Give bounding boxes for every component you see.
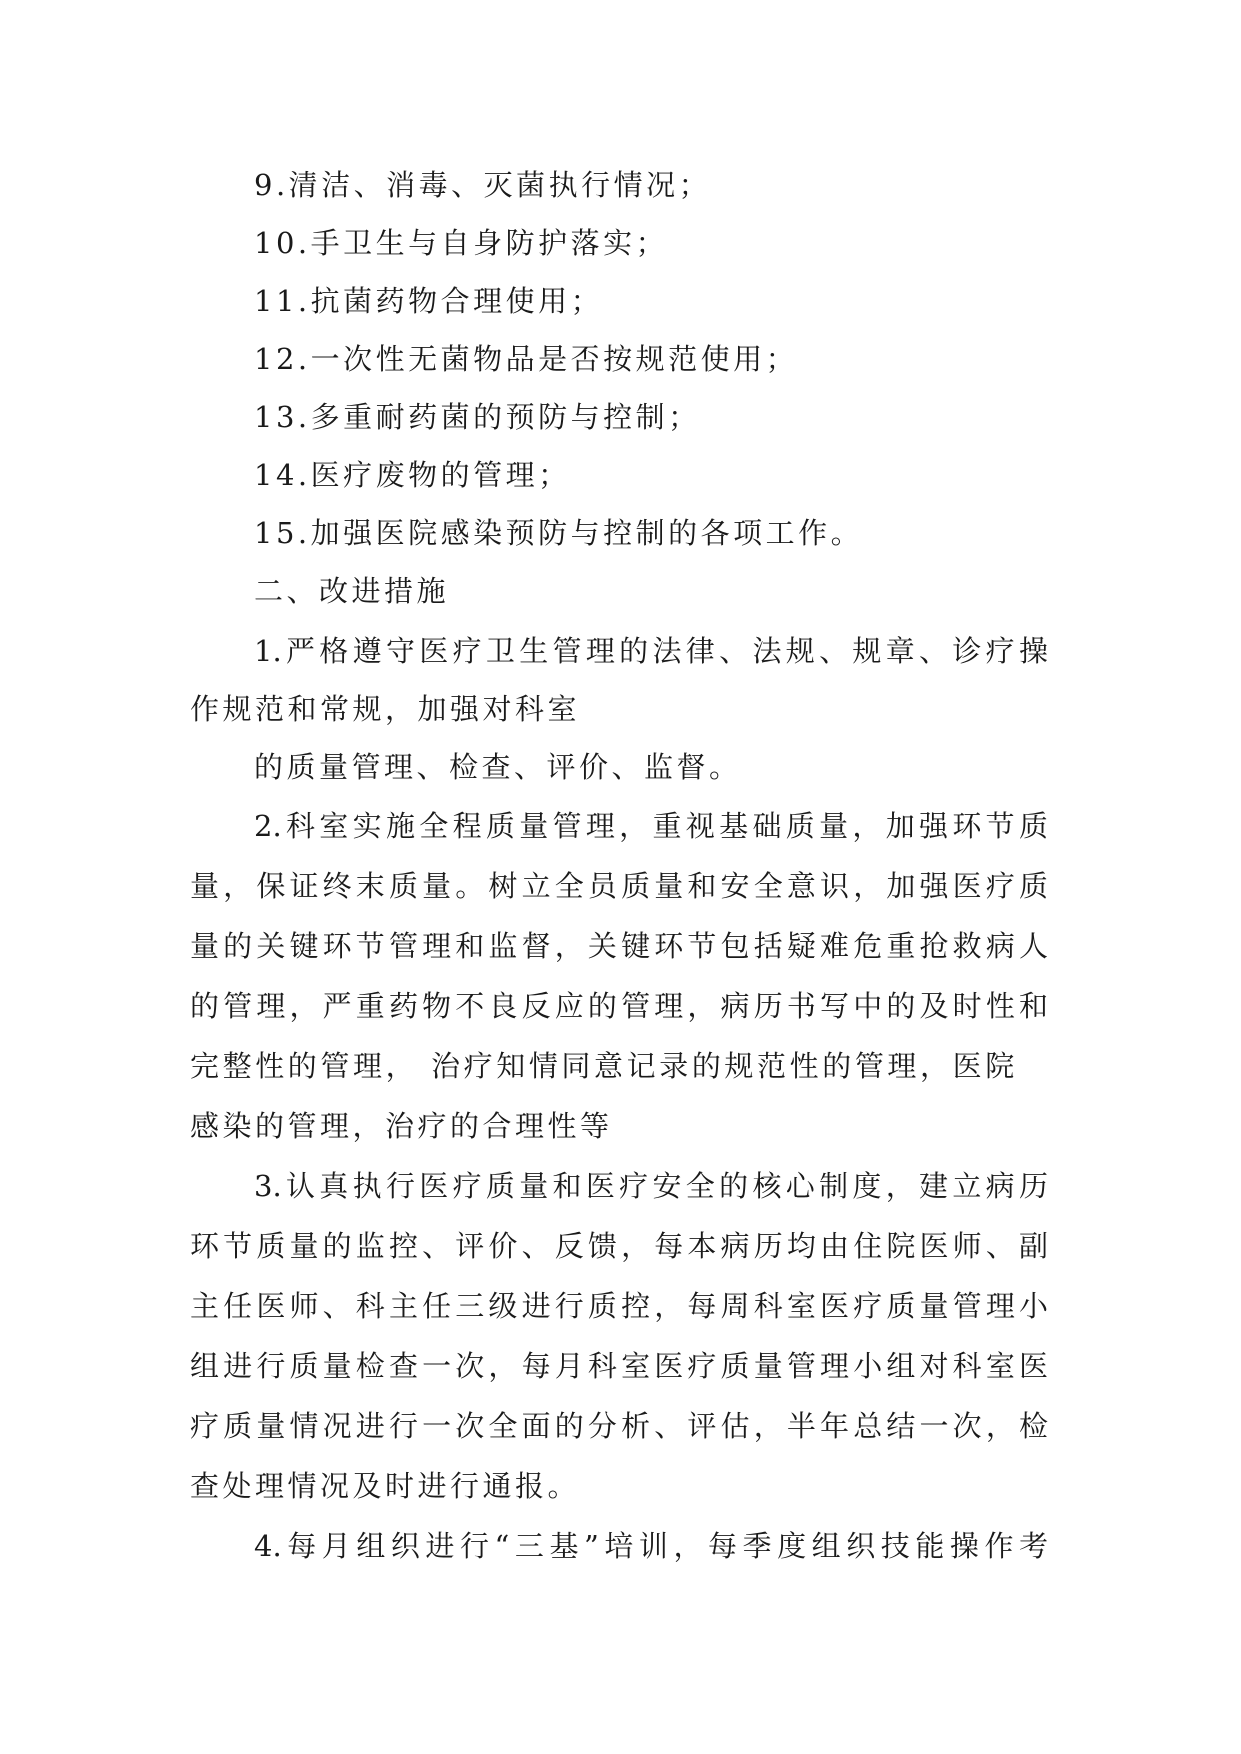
list-item: 9.清洁、消毒、灭菌执行情况；: [254, 168, 712, 202]
list-item: 12.一次性无菌物品是否按规范使用；: [254, 342, 799, 376]
paragraph-line: 1.严格遵守医疗卫生管理的法律、法规、规章、诊疗操: [254, 634, 1048, 668]
paragraph-line: 4.每月组织进行“三基”培训，每季度组织技能操作考: [254, 1529, 1048, 1563]
paragraph-line: 查处理情况及时进行通报。: [190, 1469, 581, 1503]
paragraph-line: 2.科室实施全程质量管理，重视基础质量，加强环节质: [254, 809, 1048, 843]
paragraph-line: 环节质量的监控、评价、反馈，每本病历均由住院医师、副: [190, 1229, 1048, 1263]
paragraph-line: 完整性的管理， 治疗知情同意记录的规范性的管理，医院: [190, 1049, 1018, 1083]
paragraph-line: 疗质量情况进行一次全面的分析、评估，半年总结一次，检: [190, 1409, 1048, 1443]
list-item: 14.医疗废物的管理；: [254, 458, 571, 492]
list-item: 10.手卫生与自身防护落实；: [254, 226, 669, 260]
paragraph-line: 作规范和常规，加强对科室: [190, 692, 581, 726]
paragraph-line: 主任医师、科主任三级进行质控，每周科室医疗质量管理小: [190, 1289, 1048, 1323]
paragraph-line: 量，保证终末质量。树立全员质量和安全意识，加强医疗质: [190, 869, 1048, 903]
paragraph-line: 感染的管理，治疗的合理性等: [190, 1109, 613, 1143]
paragraph-line: 的质量管理、检查、评价、监督。: [254, 750, 742, 784]
list-item: 13.多重耐药菌的预防与控制；: [254, 400, 701, 434]
section-heading: 二、改进措施: [254, 574, 450, 608]
paragraph-line: 组进行质量检查一次，每月科室医疗质量管理小组对科室医: [190, 1349, 1048, 1383]
paragraph-line: 的管理，严重药物不良反应的管理，病历书写中的及时性和: [190, 989, 1048, 1023]
paragraph-line: 3.认真执行医疗质量和医疗安全的核心制度，建立病历: [254, 1169, 1048, 1203]
list-item: 15.加强医院感染预防与控制的各项工作。: [254, 516, 864, 550]
list-item: 11.抗菌药物合理使用；: [254, 284, 604, 318]
paragraph-line: 量的关键环节管理和监督，关键环节包括疑难危重抢救病人: [190, 929, 1048, 963]
